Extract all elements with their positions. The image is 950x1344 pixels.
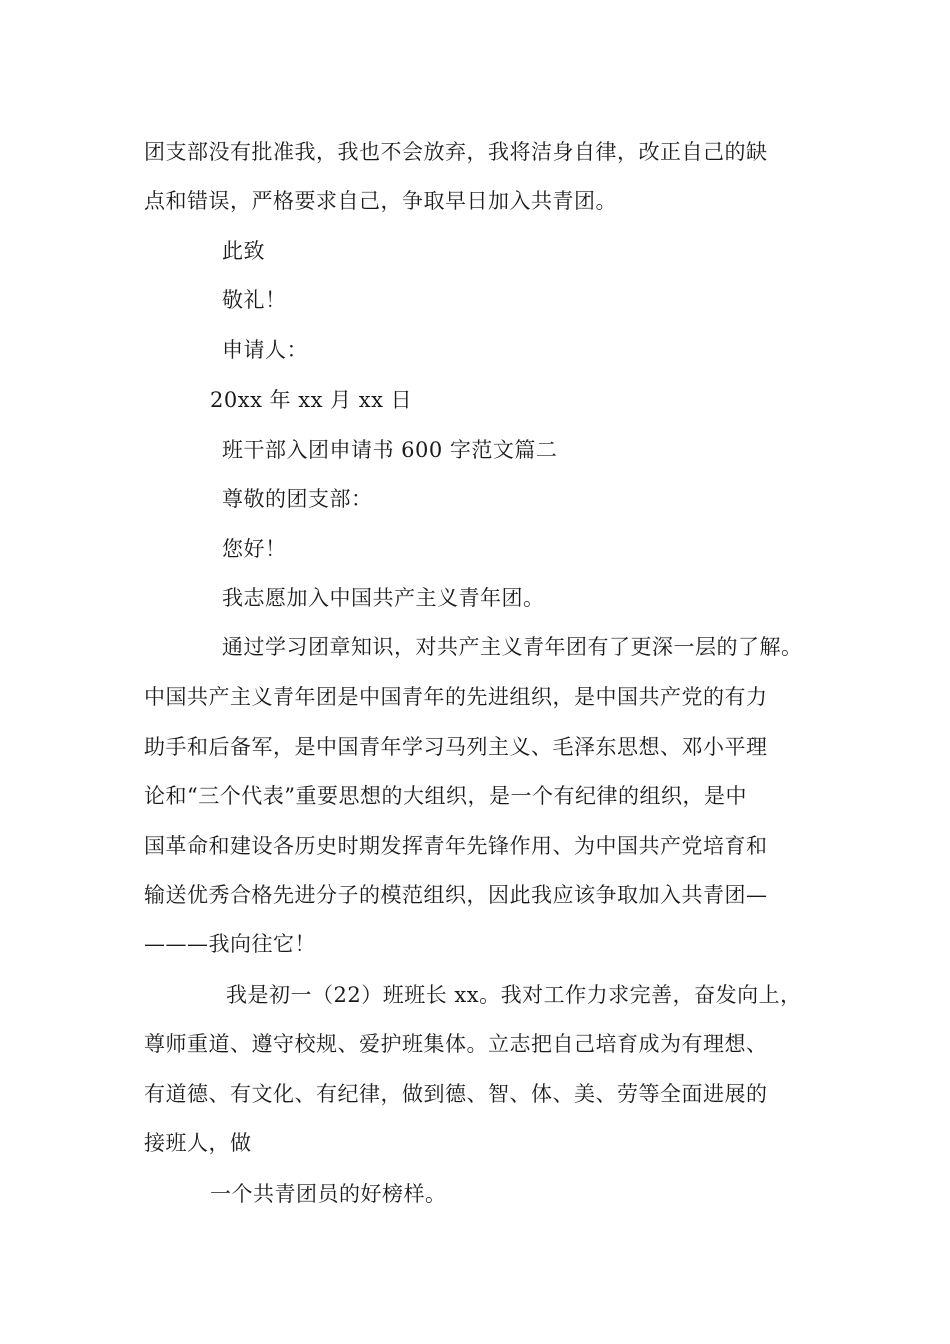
paragraph-line: 通过学习团章知识，对共产主义青年团有了更深一层的了解。 xyxy=(222,635,803,659)
closing-salutation: 此致 xyxy=(222,239,265,263)
paragraph-line: 点和错误，严格要求自己，争取早日加入共青团。 xyxy=(144,189,617,213)
paragraph-line: 有道德、有文化、有纪律，做到德、智、体、美、劳等全面进展的 xyxy=(144,1082,768,1106)
paragraph-line: ———我向往它！ xyxy=(144,932,316,956)
paragraph-line: 输送优秀合格先进分子的模范组织，因此我应该争取加入共青团— xyxy=(144,883,768,907)
greeting-hello: 您好！ xyxy=(222,537,287,561)
section-title: 班干部入团申请书 600 字范文篇二 xyxy=(222,438,558,462)
closing-regards: 敬礼！ xyxy=(222,288,287,312)
paragraph-line: 我是初一（22）班班长 xx。我对工作力求完善，奋发向上， xyxy=(226,983,802,1007)
paragraph-line: 论和“三个代表”重要思想的大组织，是一个有纪律的组织，是中 xyxy=(144,784,747,808)
paragraph-line: 接班人，做 xyxy=(144,1131,252,1155)
date-line: 20xx 年 xx 月 xx 日 xyxy=(210,388,413,412)
paragraph-line: 国革命和建设各历史时期发挥青年先锋作用、为中国共产党培育和 xyxy=(144,834,768,858)
paragraph-line: 我志愿加入中国共产主义青年团。 xyxy=(222,586,545,610)
paragraph-line: 助手和后备军，是中国青年学习马列主义、毛泽东思想、邓小平理 xyxy=(144,735,768,759)
paragraph-line: 一个共青团员的好榜样。 xyxy=(210,1182,447,1206)
paragraph-line: 尊师重道、遵守校规、爱护班集体。立志把自己培育成为有理想、 xyxy=(144,1032,768,1056)
greeting-recipient: 尊敬的团支部： xyxy=(222,487,373,511)
paragraph-line: 中国共产主义青年团是中国青年的先进组织，是中国共产党的有力 xyxy=(144,685,768,709)
applicant-label: 申请人： xyxy=(222,338,308,362)
paragraph-line: 团支部没有批准我，我也不会放弃，我将洁身自律，改正自己的缺 xyxy=(144,140,768,164)
